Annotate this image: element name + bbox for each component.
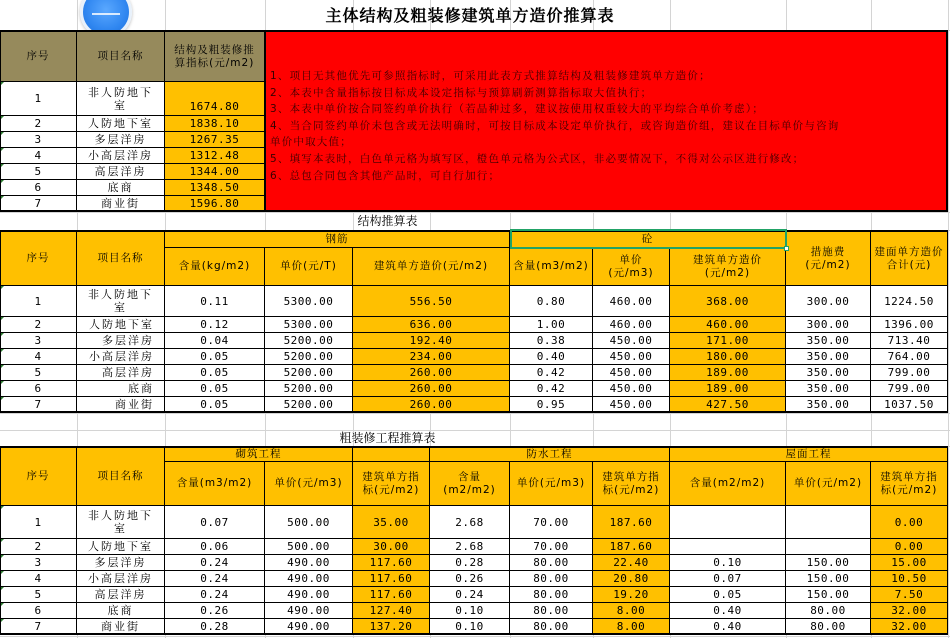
project-name[interactable]: 小高层洋房 bbox=[77, 349, 165, 365]
conc-qty-input[interactable]: 1.00 bbox=[510, 317, 593, 333]
table-border bbox=[0, 30, 1, 212]
index-value[interactable]: 1596.80 bbox=[165, 196, 265, 212]
header-cell-no: 序号 bbox=[0, 230, 77, 286]
project-name[interactable]: 人防地下室 bbox=[77, 116, 165, 132]
row-number[interactable]: 3 bbox=[0, 555, 77, 571]
project-name[interactable]: 底商 bbox=[77, 603, 165, 619]
table-border bbox=[0, 446, 1, 635]
roof-qty-input[interactable] bbox=[670, 506, 786, 539]
wp-qty-input[interactable]: 0.10 bbox=[430, 603, 510, 619]
rebar-price-input[interactable]: 5300.00 bbox=[265, 286, 353, 317]
roof-cost-formula[interactable]: 15.00 bbox=[871, 555, 948, 571]
header-cell-name: 项目名称 bbox=[77, 446, 165, 506]
mas-price-input[interactable]: 500.00 bbox=[265, 539, 353, 555]
note-line: 单价中取大值； bbox=[270, 136, 352, 149]
conc-price-input[interactable]: 450.00 bbox=[593, 397, 670, 413]
row-number[interactable]: 6 bbox=[0, 603, 77, 619]
roof-qty-input[interactable] bbox=[670, 539, 786, 555]
mas-qty-input[interactable]: 0.28 bbox=[165, 619, 265, 635]
header-group-masonry: 砌筑工程 bbox=[165, 446, 353, 462]
header-conc-qty: 含量(m3/m2) bbox=[510, 248, 593, 286]
mas-qty-input[interactable]: 0.24 bbox=[165, 587, 265, 603]
wp-price-input[interactable]: 80.00 bbox=[510, 555, 593, 571]
rebar-qty-input[interactable]: 0.05 bbox=[165, 365, 265, 381]
note-line: 4、当合同签约单价未包含或无法明确时，可按目标成本设定单价执行，或咨询造价组，建议在目标单价与咨询 bbox=[270, 119, 840, 132]
header-conc-cost: 建筑单方造价(元/m2) bbox=[670, 248, 786, 286]
header-group-roof: 屋面工程 bbox=[670, 446, 948, 462]
header-group-waterproof: 防水工程 bbox=[430, 446, 670, 462]
row-number[interactable]: 7 bbox=[0, 619, 77, 635]
mas-cost-formula[interactable]: 117.60 bbox=[353, 571, 430, 587]
header-group-rebar: 钢筋 bbox=[165, 230, 510, 248]
sheet-title: 主体结构及粗装修建筑单方造价推算表 bbox=[325, 6, 615, 25]
wp-qty-input[interactable]: 0.28 bbox=[430, 555, 510, 571]
measures-input[interactable]: 350.00 bbox=[786, 365, 871, 381]
row-number[interactable]: 6 bbox=[0, 381, 77, 397]
conc-price-input[interactable]: 450.00 bbox=[593, 365, 670, 381]
project-name[interactable]: 商业街 bbox=[77, 397, 165, 413]
conc-cost-formula[interactable]: 460.00 bbox=[670, 317, 786, 333]
conc-price-input[interactable]: 460.00 bbox=[593, 286, 670, 317]
rebar-price-input[interactable]: 5200.00 bbox=[265, 365, 353, 381]
wp-price-input[interactable]: 70.00 bbox=[510, 506, 593, 539]
roof-cost-formula[interactable]: 0.00 bbox=[871, 539, 948, 555]
header-wp-cost: 建筑单方指标(元/m2) bbox=[593, 462, 670, 506]
header-mas-cost: 建筑单方指标(元/m2) bbox=[353, 462, 430, 506]
wp-cost-formula[interactable]: 187.60 bbox=[593, 539, 670, 555]
mas-cost-formula[interactable]: 117.60 bbox=[353, 555, 430, 571]
header-group-concrete[interactable]: 砼 bbox=[510, 230, 786, 248]
roof-price-input[interactable] bbox=[786, 539, 871, 555]
index-value[interactable]: 1312.48 bbox=[165, 148, 265, 164]
row-number[interactable]: 5 bbox=[0, 164, 77, 180]
roof-price-input[interactable]: 80.00 bbox=[786, 603, 871, 619]
rebar-qty-input[interactable]: 0.12 bbox=[165, 317, 265, 333]
wp-qty-input[interactable]: 0.10 bbox=[430, 619, 510, 635]
mas-price-input[interactable]: 490.00 bbox=[265, 587, 353, 603]
header-mas-qty: 含量(m3/m2) bbox=[165, 462, 265, 506]
roof-price-input[interactable] bbox=[786, 506, 871, 539]
project-name[interactable]: 人防地下室 bbox=[77, 317, 165, 333]
roof-price-input[interactable]: 150.00 bbox=[786, 555, 871, 571]
total-formula[interactable]: 799.00 bbox=[871, 365, 948, 381]
mas-cost-formula[interactable]: 137.20 bbox=[353, 619, 430, 635]
rebar-qty-input[interactable]: 0.05 bbox=[165, 381, 265, 397]
index-value[interactable]: 1267.35 bbox=[165, 132, 265, 148]
conc-cost-formula[interactable]: 180.00 bbox=[670, 349, 786, 365]
mas-price-input[interactable]: 490.00 bbox=[265, 603, 353, 619]
rebar-qty-input[interactable]: 0.04 bbox=[165, 333, 265, 349]
conc-qty-input[interactable]: 0.42 bbox=[510, 365, 593, 381]
project-name[interactable]: 小高层洋房 bbox=[77, 571, 165, 587]
header-wp-price: 单价(元/m3) bbox=[510, 462, 593, 506]
mas-price-input[interactable]: 490.00 bbox=[265, 571, 353, 587]
total-formula[interactable]: 1037.50 bbox=[871, 397, 948, 413]
row-number[interactable]: 4 bbox=[0, 571, 77, 587]
structure-table-caption: 结构推算表 bbox=[357, 214, 418, 228]
gridline bbox=[0, 413, 950, 414]
wp-qty-input[interactable]: 2.68 bbox=[430, 506, 510, 539]
conc-qty-input[interactable]: 0.95 bbox=[510, 397, 593, 413]
index-value[interactable]: 1674.80 bbox=[165, 82, 265, 116]
roof-cost-formula[interactable]: 7.50 bbox=[871, 587, 948, 603]
mas-cost-formula[interactable]: 127.40 bbox=[353, 603, 430, 619]
header-roof-cost: 建筑单方指标(元/m2) bbox=[871, 462, 948, 506]
header-conc-price: 单价(元/m3) bbox=[593, 248, 670, 286]
roof-qty-input[interactable]: 0.05 bbox=[670, 587, 786, 603]
index-value[interactable]: 1344.00 bbox=[165, 164, 265, 180]
mas-cost-formula[interactable]: 117.60 bbox=[353, 587, 430, 603]
notes-panel[interactable] bbox=[265, 30, 948, 212]
project-name[interactable]: 高层洋房 bbox=[77, 365, 165, 381]
total-formula[interactable]: 799.00 bbox=[871, 381, 948, 397]
measures-input[interactable]: 300.00 bbox=[786, 317, 871, 333]
mas-price-input[interactable]: 490.00 bbox=[265, 619, 353, 635]
roof-cost-formula[interactable]: 32.00 bbox=[871, 619, 948, 635]
roof-qty-input[interactable]: 0.10 bbox=[670, 555, 786, 571]
conc-price-input[interactable]: 460.00 bbox=[593, 317, 670, 333]
roof-qty-input[interactable]: 0.40 bbox=[670, 603, 786, 619]
wp-cost-formula[interactable]: 8.00 bbox=[593, 603, 670, 619]
wp-price-input[interactable]: 80.00 bbox=[510, 571, 593, 587]
conc-cost-formula[interactable]: 368.00 bbox=[670, 286, 786, 317]
header-mas-price: 单价(元/m3) bbox=[265, 462, 353, 506]
mas-price-input[interactable]: 490.00 bbox=[265, 555, 353, 571]
project-name[interactable]: 非人防地下室 bbox=[77, 286, 165, 317]
header-group-blank bbox=[353, 446, 430, 462]
conc-cost-formula[interactable]: 427.50 bbox=[670, 397, 786, 413]
roof-qty-input[interactable]: 0.07 bbox=[670, 571, 786, 587]
project-name[interactable]: 非人防地下室 bbox=[77, 82, 165, 116]
row-number[interactable]: 2 bbox=[0, 317, 77, 333]
roof-cost-formula[interactable]: 0.00 bbox=[871, 506, 948, 539]
row-number[interactable]: 6 bbox=[0, 180, 77, 196]
wp-cost-formula[interactable]: 8.00 bbox=[593, 619, 670, 635]
header-measures: 措施费(元/m2) bbox=[786, 230, 871, 286]
row-number[interactable]: 5 bbox=[0, 365, 77, 381]
header-rebar-cost: 建筑单方造价(元/m2) bbox=[353, 248, 510, 286]
note-line: 3、本表中单价按合同签约单价执行（若品种过多，建议按使用权重较大的平均综合单价考虑）； bbox=[270, 103, 765, 116]
rebar-price-input[interactable]: 5200.00 bbox=[265, 333, 353, 349]
project-name[interactable]: 商业街 bbox=[77, 196, 165, 212]
row-number[interactable]: 2 bbox=[0, 116, 77, 132]
rebar-qty-input[interactable]: 0.11 bbox=[165, 286, 265, 317]
table-border bbox=[0, 230, 1, 413]
header-roof-qty: 含量(m2/m2) bbox=[670, 462, 786, 506]
rebar-cost-formula[interactable]: 260.00 bbox=[353, 365, 510, 381]
mas-qty-input[interactable]: 0.24 bbox=[165, 555, 265, 571]
mas-qty-input[interactable]: 0.26 bbox=[165, 603, 265, 619]
roof-cost-formula[interactable]: 10.50 bbox=[871, 571, 948, 587]
rebar-cost-formula[interactable]: 636.00 bbox=[353, 317, 510, 333]
conc-cost-formula[interactable]: 171.00 bbox=[670, 333, 786, 349]
rebar-cost-formula[interactable]: 260.00 bbox=[353, 397, 510, 413]
conc-qty-input[interactable]: 0.38 bbox=[510, 333, 593, 349]
total-formula[interactable]: 1396.00 bbox=[871, 317, 948, 333]
row-number[interactable]: 1 bbox=[0, 82, 77, 116]
row-number[interactable]: 1 bbox=[0, 286, 77, 317]
mas-cost-formula[interactable]: 35.00 bbox=[353, 506, 430, 539]
row-number[interactable]: 7 bbox=[0, 397, 77, 413]
project-name[interactable]: 多层洋房 bbox=[77, 132, 165, 148]
total-formula[interactable]: 764.00 bbox=[871, 349, 948, 365]
header-cell-name: 项目名称 bbox=[77, 30, 165, 82]
conc-cost-formula[interactable]: 189.00 bbox=[670, 381, 786, 397]
project-name[interactable]: 非人防地下室 bbox=[77, 506, 165, 539]
measures-input[interactable]: 350.00 bbox=[786, 349, 871, 365]
total-formula[interactable]: 1224.50 bbox=[871, 286, 948, 317]
rebar-cost-formula[interactable]: 556.50 bbox=[353, 286, 510, 317]
measures-input[interactable]: 350.00 bbox=[786, 381, 871, 397]
conc-qty-input[interactable]: 0.42 bbox=[510, 381, 593, 397]
rebar-price-input[interactable]: 5200.00 bbox=[265, 397, 353, 413]
wp-qty-input[interactable]: 0.24 bbox=[430, 587, 510, 603]
row-number[interactable]: 4 bbox=[0, 148, 77, 164]
gridline bbox=[0, 636, 950, 637]
header-roof-price: 单价(元/m2) bbox=[786, 462, 871, 506]
project-name[interactable]: 多层洋房 bbox=[77, 555, 165, 571]
row-number[interactable]: 4 bbox=[0, 349, 77, 365]
project-name[interactable]: 人防地下室 bbox=[77, 539, 165, 555]
conc-cost-formula[interactable]: 189.00 bbox=[670, 365, 786, 381]
project-name[interactable]: 高层洋房 bbox=[77, 164, 165, 180]
header-cell-no: 序号 bbox=[0, 446, 77, 506]
mas-qty-input[interactable]: 0.07 bbox=[165, 506, 265, 539]
wp-price-input[interactable]: 80.00 bbox=[510, 619, 593, 635]
mas-cost-formula[interactable]: 30.00 bbox=[353, 539, 430, 555]
row-number[interactable]: 3 bbox=[0, 333, 77, 349]
conc-price-input[interactable]: 450.00 bbox=[593, 349, 670, 365]
rebar-price-input[interactable]: 5200.00 bbox=[265, 349, 353, 365]
fill-handle[interactable] bbox=[784, 246, 789, 251]
wp-cost-formula[interactable]: 22.40 bbox=[593, 555, 670, 571]
roof-price-input[interactable]: 150.00 bbox=[786, 571, 871, 587]
total-formula[interactable]: 713.40 bbox=[871, 333, 948, 349]
project-name[interactable]: 高层洋房 bbox=[77, 587, 165, 603]
row-number[interactable]: 3 bbox=[0, 132, 77, 148]
header-rebar-qty: 含量(kg/m2) bbox=[165, 248, 265, 286]
wp-price-input[interactable]: 80.00 bbox=[510, 587, 593, 603]
index-value[interactable]: 1348.50 bbox=[165, 180, 265, 196]
project-name[interactable]: 小高层洋房 bbox=[77, 148, 165, 164]
wp-price-input[interactable]: 70.00 bbox=[510, 539, 593, 555]
rebar-price-input[interactable]: 5200.00 bbox=[265, 381, 353, 397]
conc-qty-input[interactable]: 0.80 bbox=[510, 286, 593, 317]
conc-price-input[interactable]: 450.00 bbox=[593, 333, 670, 349]
header-cell-name: 项目名称 bbox=[77, 230, 165, 286]
note-line: 1、项目无其他优先可参照指标时，可采用此表方式推算结构及粗装修建筑单方造价； bbox=[270, 70, 711, 82]
wp-qty-input[interactable]: 2.68 bbox=[430, 539, 510, 555]
wp-price-input[interactable]: 80.00 bbox=[510, 603, 593, 619]
rebar-cost-formula[interactable]: 192.40 bbox=[353, 333, 510, 349]
rebar-cost-formula[interactable]: 260.00 bbox=[353, 381, 510, 397]
index-value[interactable]: 1838.10 bbox=[165, 116, 265, 132]
mas-qty-input[interactable]: 0.06 bbox=[165, 539, 265, 555]
header-wp-qty: 含量(m2/m2) bbox=[430, 462, 510, 506]
wp-qty-input[interactable]: 0.26 bbox=[430, 571, 510, 587]
roof-cost-formula[interactable]: 32.00 bbox=[871, 603, 948, 619]
rebar-cost-formula[interactable]: 234.00 bbox=[353, 349, 510, 365]
gridline bbox=[948, 0, 949, 638]
row-number[interactable]: 2 bbox=[0, 539, 77, 555]
wp-cost-formula[interactable]: 20.80 bbox=[593, 571, 670, 587]
wp-cost-formula[interactable]: 19.20 bbox=[593, 587, 670, 603]
note-line: 2、本表中含量指标按目标成本设定指标与预算刷新测算指标取大值执行； bbox=[270, 86, 653, 99]
measures-input[interactable]: 350.00 bbox=[786, 333, 871, 349]
project-name[interactable]: 底商 bbox=[77, 180, 165, 196]
rebar-price-input[interactable]: 5300.00 bbox=[265, 317, 353, 333]
header-cell-index: 结构及粗装修推算指标(元/m2) bbox=[165, 30, 265, 82]
roof-price-input[interactable]: 80.00 bbox=[786, 619, 871, 635]
mas-qty-input[interactable]: 0.24 bbox=[165, 571, 265, 587]
row-number[interactable]: 5 bbox=[0, 587, 77, 603]
row-number[interactable]: 1 bbox=[0, 506, 77, 539]
mas-price-input[interactable]: 500.00 bbox=[265, 506, 353, 539]
note-line: 6、总包合同包含其他产品时，可自行加行； bbox=[270, 169, 501, 182]
rebar-qty-input[interactable]: 0.05 bbox=[165, 397, 265, 413]
header-cell-no: 序号 bbox=[0, 30, 77, 82]
project-name[interactable]: 底商 bbox=[77, 381, 165, 397]
conc-price-input[interactable]: 450.00 bbox=[593, 381, 670, 397]
finish-table-caption: 粗装修工程推算表 bbox=[339, 431, 436, 445]
roof-qty-input[interactable]: 0.40 bbox=[670, 619, 786, 635]
measures-input[interactable]: 350.00 bbox=[786, 397, 871, 413]
row-number[interactable]: 7 bbox=[0, 196, 77, 212]
roof-price-input[interactable]: 150.00 bbox=[786, 587, 871, 603]
rebar-qty-input[interactable]: 0.05 bbox=[165, 349, 265, 365]
header-total: 建面单方造价合计(元) bbox=[871, 230, 948, 286]
project-name[interactable]: 商业街 bbox=[77, 619, 165, 635]
project-name[interactable]: 多层洋房 bbox=[77, 333, 165, 349]
measures-input[interactable]: 300.00 bbox=[786, 286, 871, 317]
conc-qty-input[interactable]: 0.40 bbox=[510, 349, 593, 365]
note-line: 5、填写本表时，白色单元格为填写区，橙色单元格为公式区，非必要情况下，不得对公示区进行修改； bbox=[270, 152, 805, 165]
header-rebar-price: 单价(元/T) bbox=[265, 248, 353, 286]
wp-cost-formula[interactable]: 187.60 bbox=[593, 506, 670, 539]
